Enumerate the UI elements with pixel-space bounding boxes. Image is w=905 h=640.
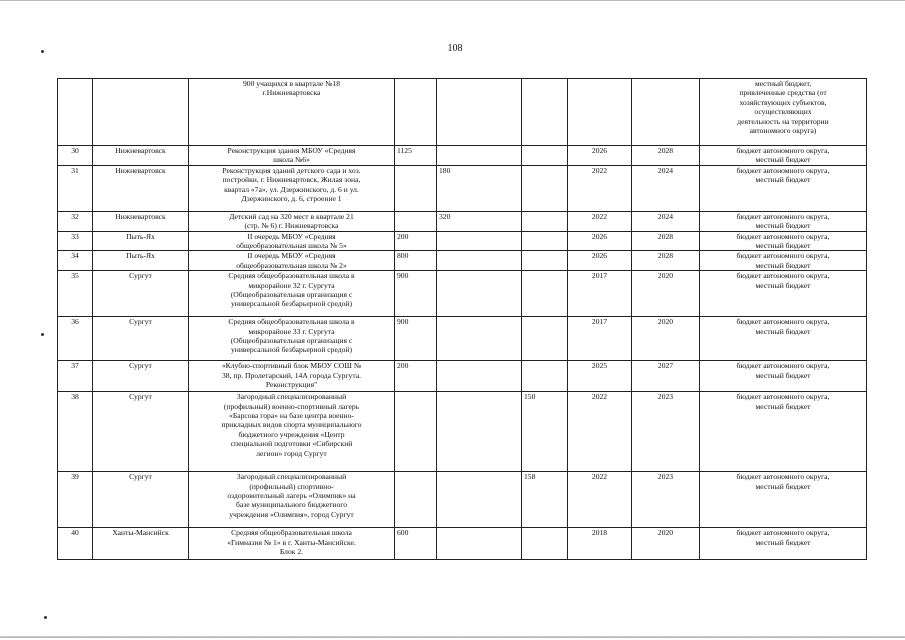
capacity-camp-cell	[522, 211, 568, 231]
table-row	[58, 79, 867, 146]
capacity-places-cell	[395, 165, 437, 211]
capacity-camp-cell: 158	[522, 472, 568, 528]
object-name-cell: Детский сад на 320 мест в квартале 21 (стр. № 6) г. Нижневартовска	[189, 211, 395, 231]
object-name-cell: Реконструкция здания МБОУ «Средняя школа №6»	[189, 146, 395, 166]
capacity-places-cell	[395, 79, 437, 146]
row-number: 35	[58, 271, 93, 317]
end-year-cell: 2020	[632, 528, 700, 560]
municipality-cell: Сургут	[93, 472, 189, 528]
capacity-preschool-cell	[437, 79, 522, 146]
capacity-places-cell	[395, 472, 437, 528]
start-year-cell: 2026	[568, 146, 632, 166]
row-number: 33	[58, 231, 93, 251]
table-row	[58, 317, 867, 361]
capacity-camp-cell	[522, 271, 568, 317]
page-bottom-edge	[0, 636, 905, 638]
end-year-cell: 2020	[632, 271, 700, 317]
table-row	[58, 361, 867, 392]
start-year-cell: 2026	[568, 251, 632, 271]
capacity-camp-cell	[522, 146, 568, 166]
object-name-cell: Средняя общеобразовательная школа в микрорайоне 33 г. Сургута (Общеобразовательная организация с универсальной безбарьерной средой)	[189, 317, 395, 361]
object-name-cell: Средняя общеобразовательная школа «Гимназия № 1» в г. Ханты-Мансийске. Блок 2.	[189, 528, 395, 560]
municipality-cell: Нижневартовск	[93, 211, 189, 231]
object-name-cell: «Клубно-спортивный блок МБОУ СОШ № 38, пр. Пролетарский, 14А города Сургута. Реконструкция"	[189, 361, 395, 392]
capacity-places-cell: 200	[395, 231, 437, 251]
row-number: 31	[58, 165, 93, 211]
capacity-preschool-cell	[437, 361, 522, 392]
row-number: 37	[58, 361, 93, 392]
start-year-cell: 2022	[568, 392, 632, 472]
table-row	[58, 392, 867, 472]
capacity-places-cell	[395, 392, 437, 472]
objects-table	[57, 78, 867, 560]
end-year-cell: 2023	[632, 472, 700, 528]
row-number: 39	[58, 472, 93, 528]
capacity-camp-cell	[522, 317, 568, 361]
page-top-edge	[0, 0, 905, 1]
funding-source-cell: бюджет автономного округа, местный бюджет	[700, 392, 867, 472]
capacity-preschool-cell	[437, 317, 522, 361]
start-year-cell: 2018	[568, 528, 632, 560]
capacity-preschool-cell	[437, 528, 522, 560]
scan-dot	[44, 616, 47, 619]
start-year-cell: 2017	[568, 317, 632, 361]
start-year-cell: 2022	[568, 472, 632, 528]
end-year-cell: 2023	[632, 392, 700, 472]
capacity-places-cell: 900	[395, 317, 437, 361]
funding-source-cell: бюджет автономного округа, местный бюджет	[700, 251, 867, 271]
start-year-cell: 2022	[568, 211, 632, 231]
municipality-cell: Сургут	[93, 317, 189, 361]
funding-source-cell: бюджет автономного округа, местный бюджет	[700, 165, 867, 211]
table-row	[58, 251, 867, 271]
object-name-cell: Загородный специализированный (профильный) спортивно- оздоровительный лагерь «Олимпик» на базе муниципального бюджетного учреждения «Олимпия», город Сургут	[189, 472, 395, 528]
scan-dot	[41, 50, 44, 53]
end-year-cell: 2027	[632, 361, 700, 392]
capacity-camp-cell	[522, 79, 568, 146]
capacity-camp-cell	[522, 165, 568, 211]
end-year-cell	[632, 79, 700, 146]
row-number: 30	[58, 146, 93, 166]
capacity-places-cell: 600	[395, 528, 437, 560]
funding-source-cell: бюджет автономного округа, местный бюджет	[700, 211, 867, 231]
funding-source-cell: бюджет автономного округа, местный бюджет	[700, 472, 867, 528]
start-year-cell: 2026	[568, 231, 632, 251]
object-name-cell: Загородный специализированный (профильный) военно-спортивный лагерь «Барсова гора» на базе центра военно- прикладных видов спорта муниципального бюджетного учреждения «Центр специальной подготовки «Сибирский легион» город Сургут	[189, 392, 395, 472]
end-year-cell: 2028	[632, 146, 700, 166]
capacity-preschool-cell	[437, 472, 522, 528]
end-year-cell: 2028	[632, 251, 700, 271]
capacity-places-cell: 1125	[395, 146, 437, 166]
capacity-preschool-cell	[437, 231, 522, 251]
object-name-cell: 900 учащихся в квартале №18 г.Нижневартовска	[189, 79, 395, 146]
row-number: 34	[58, 251, 93, 271]
row-number: 40	[58, 528, 93, 560]
capacity-places-cell: 800	[395, 251, 437, 271]
capacity-places-cell	[395, 211, 437, 231]
end-year-cell: 2028	[632, 231, 700, 251]
table-row	[58, 165, 867, 211]
capacity-camp-cell	[522, 231, 568, 251]
capacity-preschool-cell	[437, 251, 522, 271]
row-number: 36	[58, 317, 93, 361]
object-name-cell: II очередь МБОУ «Средняя общеобразовательная школа № 2»	[189, 251, 395, 271]
table-row	[58, 146, 867, 166]
table-row	[58, 472, 867, 528]
capacity-preschool-cell: 180	[437, 165, 522, 211]
end-year-cell: 2024	[632, 211, 700, 231]
table-row	[58, 211, 867, 231]
start-year-cell: 2022	[568, 165, 632, 211]
capacity-preschool-cell	[437, 271, 522, 317]
end-year-cell: 2020	[632, 317, 700, 361]
funding-source-cell: бюджет автономного округа, местный бюджет	[700, 146, 867, 166]
capacity-preschool-cell: 320	[437, 211, 522, 231]
municipality-cell: Нижневартовск	[93, 165, 189, 211]
funding-source-cell: бюджет автономного округа, местный бюджет	[700, 271, 867, 317]
funding-source-cell: бюджет автономного округа, местный бюджет	[700, 528, 867, 560]
table-row	[58, 528, 867, 560]
municipality-cell: Сургут	[93, 271, 189, 317]
row-number	[58, 79, 93, 146]
start-year-cell: 2025	[568, 361, 632, 392]
end-year-cell: 2024	[632, 165, 700, 211]
funding-source-cell: бюджет автономного округа, местный бюджет	[700, 317, 867, 361]
table-row	[58, 271, 867, 317]
municipality-cell	[93, 79, 189, 146]
municipality-cell: Пыть-Ях	[93, 231, 189, 251]
capacity-preschool-cell	[437, 146, 522, 166]
start-year-cell: 2017	[568, 271, 632, 317]
capacity-camp-cell	[522, 251, 568, 271]
capacity-camp-cell	[522, 528, 568, 560]
row-number: 38	[58, 392, 93, 472]
funding-source-cell: бюджет автономного округа, местный бюджет	[700, 231, 867, 251]
start-year-cell	[568, 79, 632, 146]
page-number: 108	[447, 43, 463, 54]
object-name-cell: II очередь МБОУ «Средняя общеобразовательная школа № 5»	[189, 231, 395, 251]
capacity-preschool-cell	[437, 392, 522, 472]
row-number: 32	[58, 211, 93, 231]
object-name-cell: Средняя общеобразовательная школа в микрорайоне 32 г. Сургута (Общеобразовательная организация с универсальной безбарьерной средой)	[189, 271, 395, 317]
funding-source-cell: бюджет автономного округа, местный бюджет	[700, 361, 867, 392]
municipality-cell: Сургут	[93, 361, 189, 392]
object-name-cell: Реконструкция зданий детского сада и хоз. постройки, г. Нижневартовск, Жилая зона, квартал «7а», ул. Дзержинского, д. 6 и ул. Дзержинского, д. 6, строение 1	[189, 165, 395, 211]
municipality-cell: Нижневартовск	[93, 146, 189, 166]
scan-dot	[41, 333, 44, 336]
municipality-cell: Сургут	[93, 392, 189, 472]
table-row	[58, 231, 867, 251]
municipality-cell: Ханты-Мансийск	[93, 528, 189, 560]
capacity-places-cell: 900	[395, 271, 437, 317]
municipality-cell: Пыть-Ях	[93, 251, 189, 271]
funding-source-cell: местный бюджет, привлеченные средства (от хозяйствующих субъектов, осуществляющих деятельность на территории автономного округа)	[700, 79, 867, 146]
capacity-camp-cell	[522, 361, 568, 392]
capacity-places-cell: 200	[395, 361, 437, 392]
capacity-camp-cell: 150	[522, 392, 568, 472]
